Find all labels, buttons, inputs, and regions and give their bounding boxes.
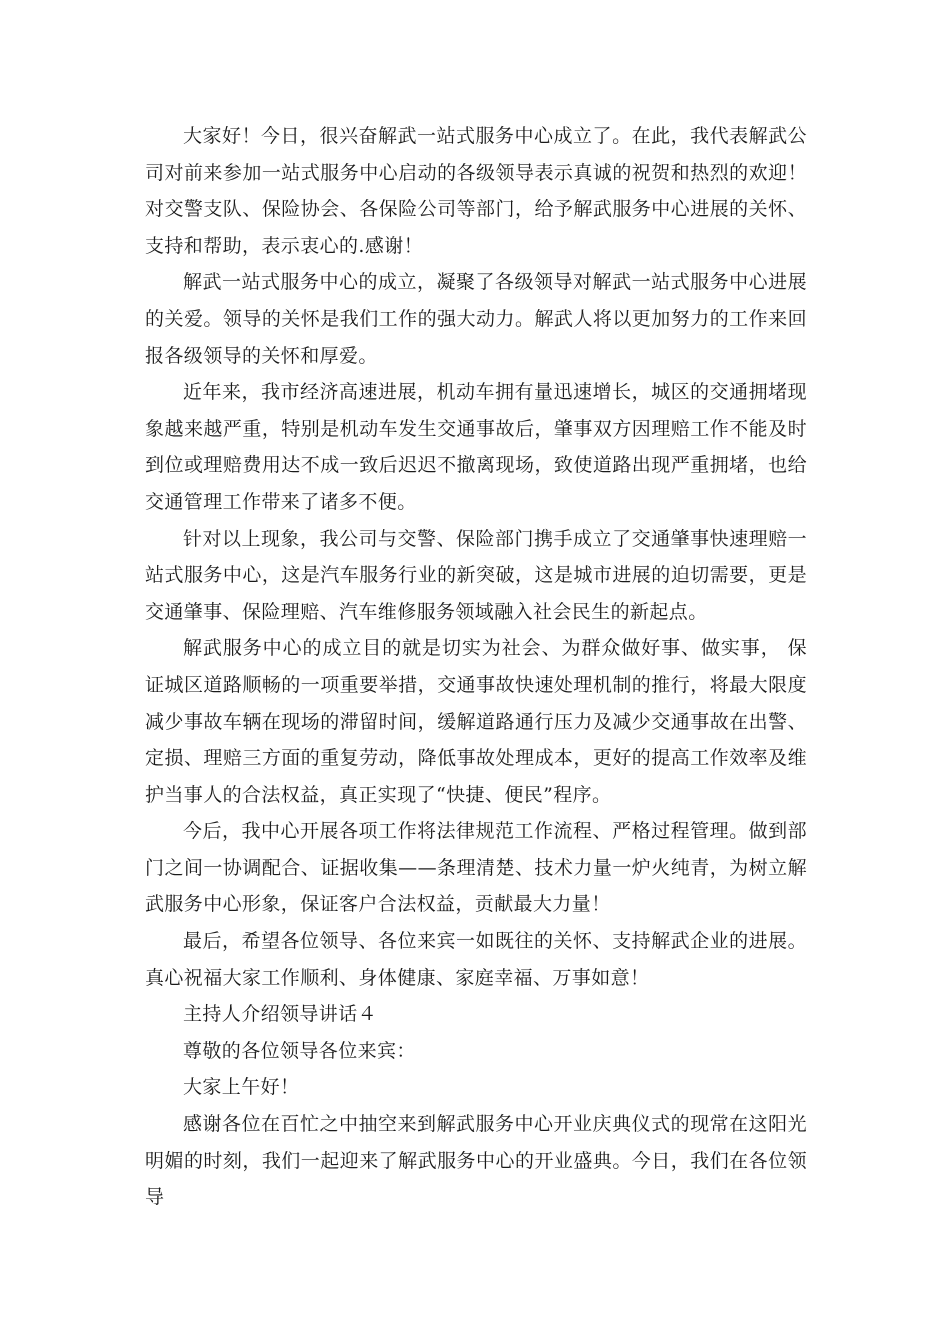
paragraph-traffic-background: 近年来，我市经济高速进展，机动车拥有量迅速增长，城区的交通拥堵现象越来越严重，特别是机动车发生交通事故后，肇事双方因理赔工作不能及时到位或理赔费用达不成一致后迟迟不撤离现场，致使道路出现严重拥堵，也给交通管理工作带来了诸多不便。 xyxy=(145,381,807,513)
section-heading: 主持人介绍领导讲话４ xyxy=(183,1003,378,1026)
paragraph-purpose: 解武服务中心的成立目的就是切实为社会、为群众做好事、做实事， 保证城区道路顺畅的一项重要举措，交通事故快速处理机制的推行，将最大限度减少事故车辆在现场的滞留时间，缓解道路通行压力及减少交通事故在出警、定损、理赔三方面的重复劳动，降低事故处理成本，更好的提高工作效率及维护当事人的合法权益，真正实现了“快捷、便民”程序。 xyxy=(145,637,807,806)
paragraph-service-center: 针对以上现象，我公司与交警、保险部门携手成立了交通肇事快速理赔一站式服务中心，这是汽车服务行业的新突破，这是城市进展的迫切需要，更是交通肇事、保险理赔、汽车维修服务领域融入社会民生的新起点。 xyxy=(145,527,807,623)
morning-greeting: 大家上午好！ xyxy=(183,1076,300,1099)
paragraph-closing-wishes: 最后，希望各位领导、各位来宾一如既往的关怀、支持解武企业的进展。真心祝福大家工作顺利、身体健康、家庭幸福、万事如意！ xyxy=(145,930,807,989)
paragraph-future-work: 今后，我中心开展各项工作将法律规范工作流程、严格过程管理。做到部门之间一协调配合、证据收集——条理清楚、技术力量一炉火纯青，为树立解武服务中心形象，保证客户合法权益，贡献最大力量！ xyxy=(145,820,807,916)
paragraph-opening-ceremony: 感谢各位在百忙之中抽空来到解武服务中心开业庆典仪式的现常在这阳光明媚的时刻，我们一起迎来了解武服务中心的开业盛典。今日，我们在各位领导 xyxy=(145,1113,807,1209)
paragraph-gratitude: 解武一站式服务中心的成立，凝聚了各级领导对解武一站式服务中心进展的关爱。领导的关怀是我们工作的强大动力。解武人将以更加努力的工作来回报各级领导的关怀和厚爱。 xyxy=(145,271,807,367)
salutation: 尊敬的各位领导各位来宾： xyxy=(183,1039,416,1062)
document-body xyxy=(145,118,807,1216)
paragraph-greeting: 大家好！今日，很兴奋解武一站式服务中心成立了。在此，我代表解武公司对前来参加一站式服务中心启动的各级领导表示真诚的祝贺和热烈的欢迎！对交警支队、保险协会、各保险公司等部门，给予解武服务中心进展的关怀、支持和帮助，表示衷心的.感谢！ xyxy=(145,125,807,257)
